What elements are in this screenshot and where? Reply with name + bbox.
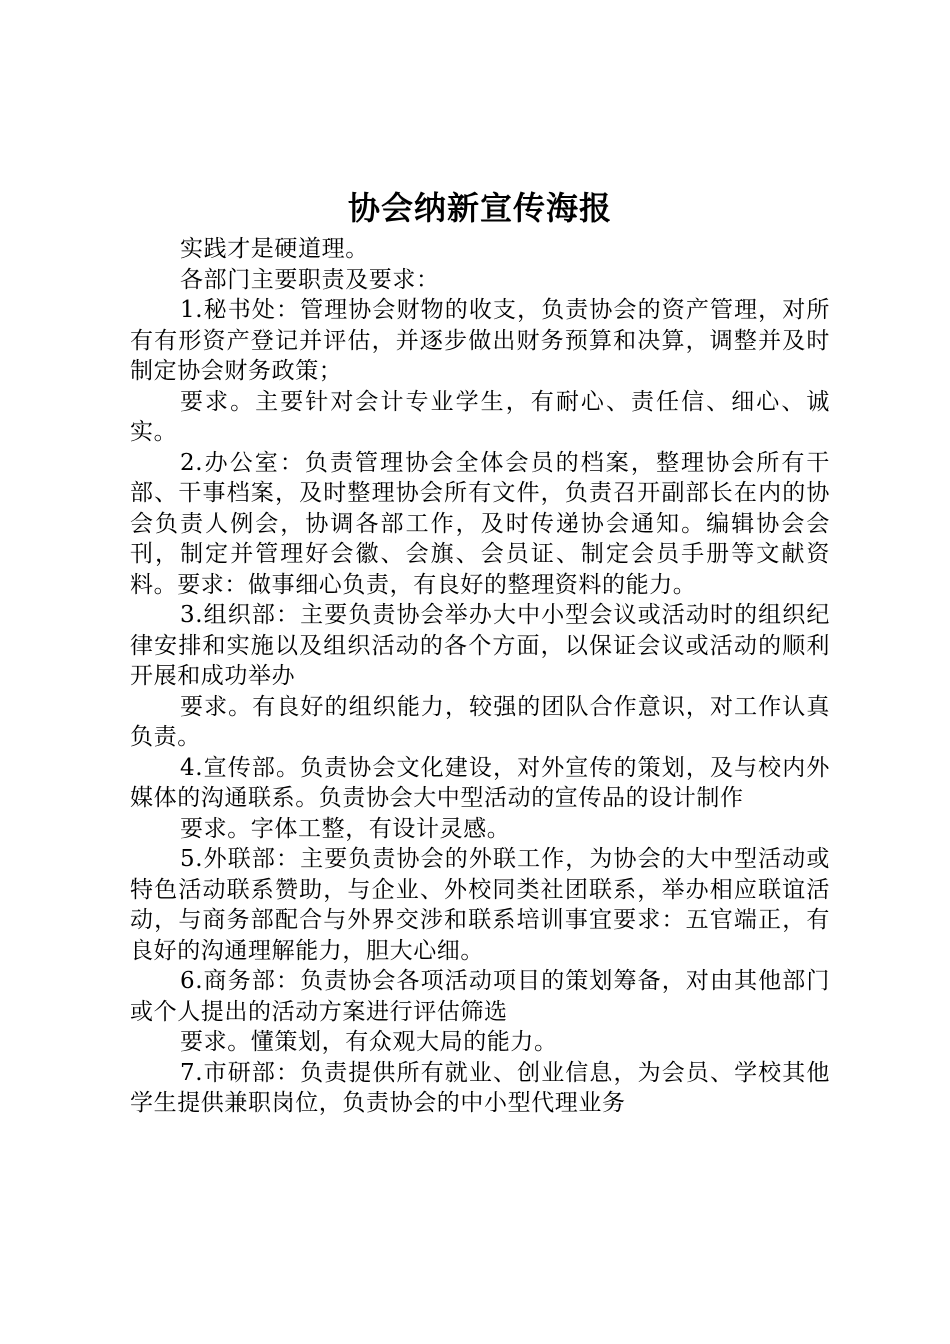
paragraph-market-research: 7.市研部：负责提供所有就业、创业信息，为会员、学校其他学生提供兼职岗位，负责协会的中小型代理业务 (130, 1059, 830, 1116)
paragraph-office: 2.办公室：负责管理协会全体会员的档案，整理协会所有干部、干事档案，及时整理协会所有文件，负责召开副部长在内的协会负责人例会，协调各部工作，及时传递协会通知。编辑协会会刊，制定并管理好会徽、会旗、会员证、制定会员手册等文献资料。要求：做事细心负责，有良好的整理资料的能力。 (130, 449, 830, 598)
paragraph-business: 6.商务部：负责协会各项活动项目的策划筹备，对由其他部门或个人提出的活动方案进行评估筛选 (130, 968, 830, 1025)
paragraph-publicity: 4.宣传部。负责协会文化建设，对外宣传的策划，及与校内外媒体的沟通联系。负责协会大中型活动的宣传品的设计制作 (130, 754, 830, 811)
paragraph-publicity-requirement: 要求。字体工整，有设计灵感。 (180, 815, 511, 842)
paragraph-business-requirement: 要求。懂策划，有众观大局的能力。 (180, 1029, 558, 1055)
paragraph-secretariat: 1.秘书处：管理协会财物的收支，负责协会的资产管理，对所有有形资产登记并评估，并逐步做出财务预算和决算，调整并及时制定协会财务政策； (130, 297, 830, 384)
paragraph-secretariat-requirement: 要求。主要针对会计专业学生，有耐心、责任信、细心、诚实。 (130, 388, 830, 445)
paragraph-intro: 实践才是硬道理。 (180, 236, 369, 262)
document-page (130, 182, 830, 1119)
paragraph-heading: 各部门主要职责及要求： (180, 266, 440, 293)
paragraph-external-relations: 5.外联部：主要负责协会的外联工作，为协会的大中型活动或特色活动联系赞助，与企业、外校同类社团联系，举办相应联谊活动，与商务部配合与外界交涉和联系培训事宜要求：五官端正，有良好的沟通理解能力，胆大心细。 (130, 846, 830, 964)
paragraph-organization: 3.组织部：主要负责协会举办大中小型会议或活动时的组织纪律安排和实施以及组织活动的各个方面，以保证会议或活动的顺利开展和成功举办 (130, 602, 830, 689)
document-title: 协会纳新宣传海报 (347, 189, 612, 227)
paragraph-organization-requirement: 要求。有良好的组织能力，较强的团队合作意识，对工作认真负责。 (130, 693, 830, 750)
